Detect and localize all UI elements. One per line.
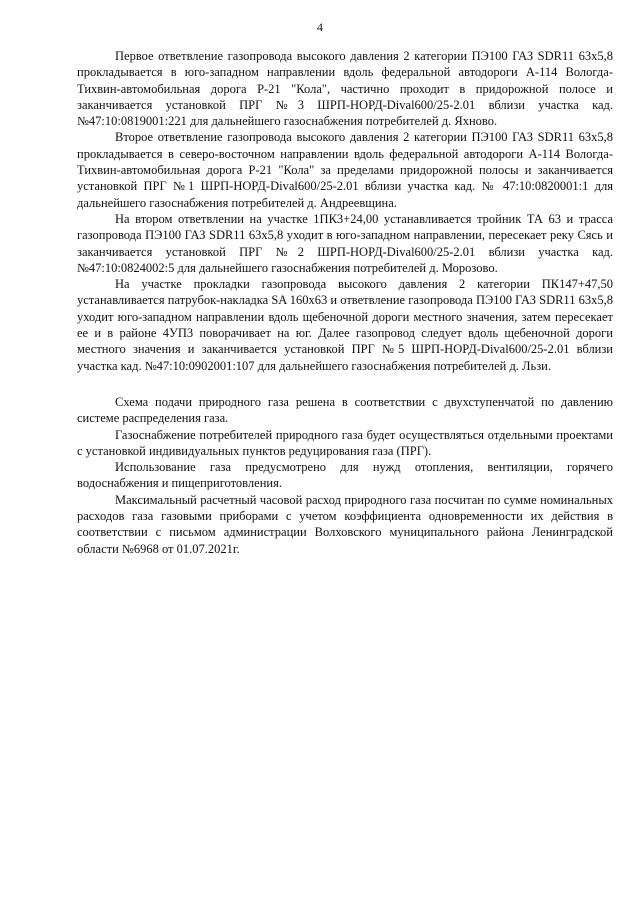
document-body: [77, 48, 613, 557]
paragraph-gap: [77, 374, 613, 394]
paragraph-supply-scheme: Схема подачи природного газа решена в соответствии с двухступенчатой по давлению системе распределения газа.: [77, 394, 613, 426]
page-number: 4: [317, 20, 323, 34]
paragraph-gas-usage: Использование газа предусмотрено для нужд отопления, вентиляции, горячего водоснабжения и пищеприготовления.: [77, 460, 613, 491]
paragraph-patch-branch: На участке прокладки газопровода высокого давления 2 категории ПК147+47,50 устанавливается патрубок-накладка SA 160х63 и ответвление газопровода ПЭ100 ГАЗ SDR11 63х5,8 уходит юго-западном направлении вдоль щебеночной дороги местного значения, затем пересекает ее и в районе 4УП3 поворачивает на юг. Далее газопровод следует вдоль щебеночной дороги местного значения и заканчивается установкой ПРГ №5 ШРП-НОРД-Dival600/25-2.01 вблизи участка кад. №47:10:0902001:107 для дальнейшего газоснабжения потребителей д. Льзи.: [77, 277, 613, 373]
paragraph-gas-supply-projects: Газоснабжение потребителей природного газа будет осуществляться отдельными проектами с установкой индивидуальных пунктов редуцирования газа (ПРГ).: [77, 427, 613, 458]
paragraph-max-consumption: Максимальный расчетный часовой расход природного газа посчитан по сумме номинальных расходов газа газовыми приборами с учетом коэффициента одновременности их действия в соответствии с письмом администрации Волховского муниципального района Ленинградской области №6968 от 01.07.2021г.: [77, 492, 613, 556]
paragraph-tee-branch: На втором ответвлении на участке 1ПК3+24,00 устанавливается тройник ТА 63 и трасса газопровода ПЭ100 ГАЗ SDR11 63х5,8 уходит в юго-западном направлении, пересекает реку Сясь и заканчивается установкой ПРГ №2 ШРП-НОРД-Dival600/25-2.01 вблизи участка кад. №47:10:0824002:5 для дальнейшего газоснабжения потребителей д. Морозово.: [77, 211, 613, 275]
paragraph-first-branch: Первое ответвление газопровода высокого давления 2 категории ПЭ100 ГАЗ SDR11 63х5,8 прокладывается в юго-западном направлении вдоль федеральной автодороги А-114 Вологда-Тихвин-автомобильная дорога Р-21 "Кола", частично проходит в придорожной полосе и заканчивается установкой ПРГ №3 ШРП-НОРД-Dival600/25-2.01 вблизи участка кад. №47:10:0819001:221 для дальнейшего газоснабжения потребителей д. Яхново.: [77, 49, 613, 129]
paragraph-second-branch: Второе ответвление газопровода высокого давления 2 категории ПЭ100 ГАЗ SDR11 63х5,8 прокладывается в северо-восточном направлении вдоль федеральной автодороги А-114 Вологда-Тихвин-автомобильная дорога Р-21 "Кола" за пределами придорожной полосы и заканчивается установкой ПРГ №1 ШРП-НОРД-Dival600/25-2.01 вблизи участка кад. № 47:10:0820001:1 для дальнейшего газоснабжения потребителей д. Андреевщина.: [77, 130, 613, 210]
